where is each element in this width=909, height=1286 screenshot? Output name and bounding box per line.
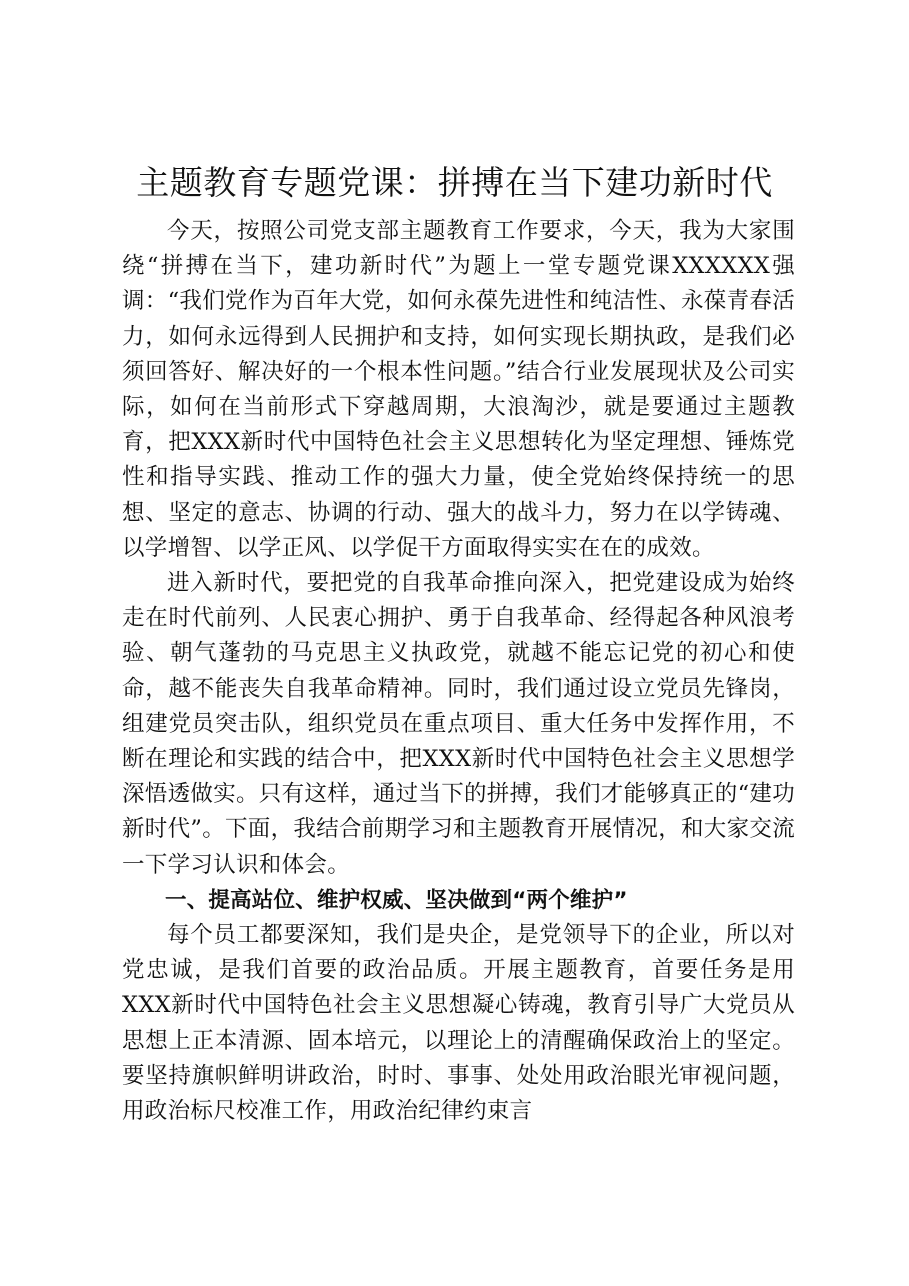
paragraph-section-one: 每个员工都要深知，我们是央企，是党领导下的企业，所以对党忠诚，是我们首要的政治品质。开展主题教育，首要任务是用XXX新时代中国特色社会主义思想凝心铸魂，教育引导广大党员从思想上正本清源、固本培元，以理论上的清醒确保政治上的坚定。要坚持旗帜鲜明讲政治，时时、事事、处处用政治眼光审视问题，用政治标尺校准工作，用政治纪律约束言: [122, 922, 795, 1125]
paragraph-intro: 今天，按照公司党支部主题教育工作要求，今天，我为大家围绕“拼搏在当下，建功新时代”为题上一堂专题党课XXXXXX强调：“我们党作为百年大党，如何永葆先进性和纯洁性、永葆青春活力，如何永远得到人民拥护和支持，如何实现长期执政，是我们必须回答好、解决好的一个根本性问题。”结合行业发展现状及公司实际，如何在当前形式下穿越周期，大浪淘沙，就是要通过主题教育，把XXX新时代中国特色社会主义思想转化为坚定理想、锤炼党性和指导实践、推动工作的强大力量，使全党始终保持统一的思想、坚定的意志、协调的行动、强大的战斗力，努力在以学铸魂、以学增智、以学正风、以学促干方面取得实实在在的成效。: [122, 218, 796, 561]
document-title: 主题教育专题党课：拼搏在当下建功新时代: [136, 163, 773, 202]
document-body: [122, 214, 795, 1129]
paragraph-new-era: 进入新时代，要把党的自我革命推向深入，把党建设成为始终走在时代前列、人民衷心拥护、勇于自我革命、经得起各种风浪考验、朝气蓬勃的马克思主义执政党，就越不能忘记党的初心和使命，越不能丧失自我革命精神。同时，我们通过设立党员先锋岗，组建党员突击队，组织党员在重点项目、重大任务中发挥作用，不断在理论和实践的结合中，把XXX新时代中国特色社会主义思想学深悟透做实。只有这样，通过当下的拼搏，我们才能够真正的“建功新时代”。下面，我结合前期学习和主题教育开展情况，和大家交流一下学习认识和体会。: [122, 570, 796, 878]
section-heading: 一、提高站位、维护权威、坚决做到“两个维护”: [165, 887, 628, 913]
